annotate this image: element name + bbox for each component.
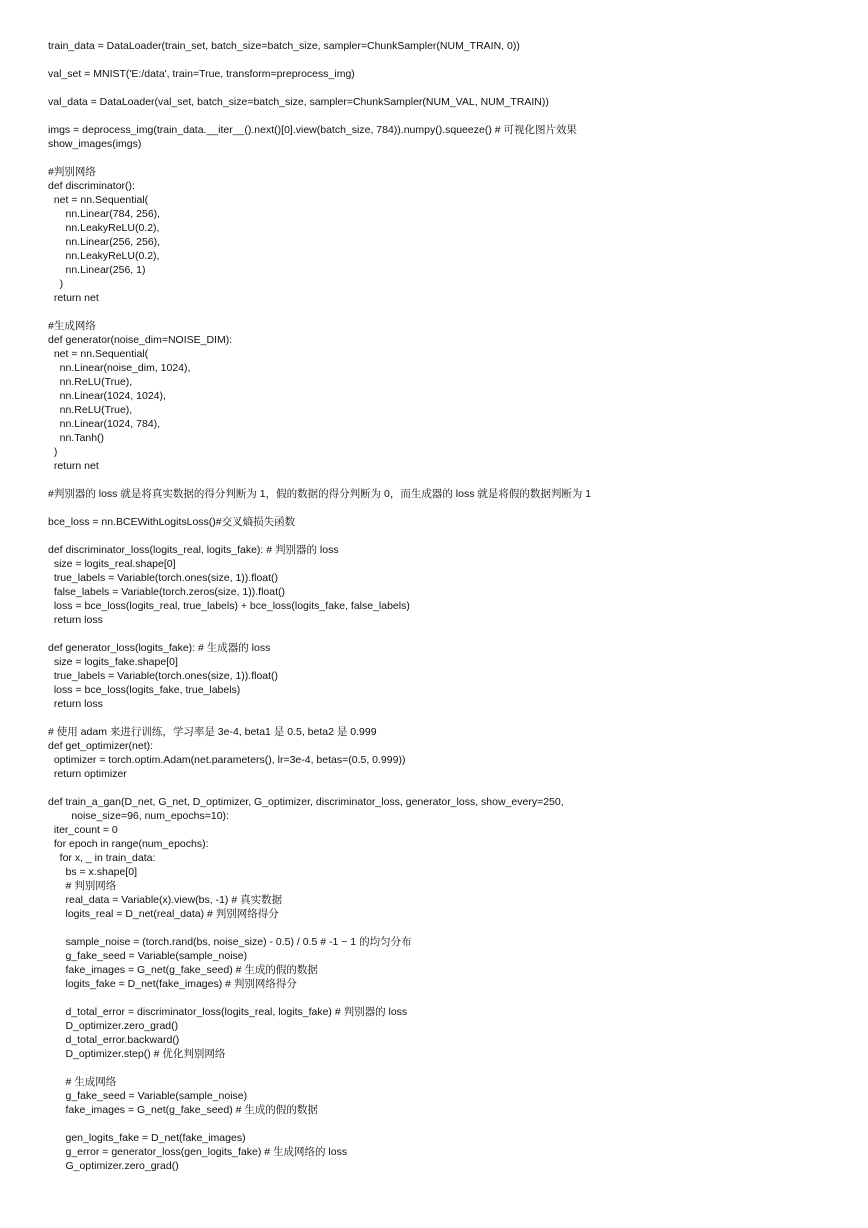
code-line: fake_images = G_net(g_fake_seed) # 生成的假的数据 <box>48 1104 318 1116</box>
code-line: logits_real = D_net(real_data) # 判别网络得分 <box>48 908 279 920</box>
code-line <box>48 1117 848 1131</box>
code-line: nn.Linear(noise_dim, 1024), <box>48 362 191 374</box>
code-line: for x, _ in train_data: <box>48 852 156 864</box>
code-line: g_error = generator_loss(gen_logits_fake) # 生成网络的 loss <box>48 1146 348 1158</box>
code-line: true_labels = Variable(torch.ones(size, 1)).float() <box>48 670 279 682</box>
code-line: real_data = Variable(x).view(bs, -1) # 真实数据 <box>48 894 283 906</box>
code-line: nn.ReLU(True), <box>48 404 133 416</box>
code-line: sample_noise = (torch.rand(bs, noise_size) - 0.5) / 0.5 # -1 ~ 1 的均匀分布 <box>48 936 412 948</box>
document-body <box>48 39 848 1173</box>
code-line: return loss <box>48 698 103 710</box>
code-line: return net <box>48 460 99 472</box>
code-line: loss = bce_loss(logits_fake, true_labels) <box>48 684 241 696</box>
code-line: nn.LeakyReLU(0.2), <box>48 250 160 262</box>
code-line: def discriminator(): <box>48 180 135 192</box>
code-line: logits_fake = D_net(fake_images) # 判别网络得分 <box>48 978 297 990</box>
code-line: ) <box>48 446 58 458</box>
code-line: return loss <box>48 614 103 626</box>
code-line: # 生成网络 <box>48 1076 117 1088</box>
code-line: gen_logits_fake = D_net(fake_images) <box>48 1132 246 1144</box>
code-line: size = logits_real.shape[0] <box>48 558 176 570</box>
code-line: nn.Linear(256, 256), <box>48 236 161 248</box>
code-line: D_optimizer.step() # 优化判别网络 <box>48 1048 226 1060</box>
code-line <box>48 81 848 95</box>
code-line: size = logits_fake.shape[0] <box>48 656 178 668</box>
code-line: net = nn.Sequential( <box>48 348 149 360</box>
code-line <box>48 627 848 641</box>
code-line <box>48 501 848 515</box>
code-line: d_total_error = discriminator_loss(logits_real, logits_fake) # 判别器的 loss <box>48 1006 408 1018</box>
code-line: nn.ReLU(True), <box>48 376 133 388</box>
code-line: bce_loss = nn.BCEWithLogitsLoss()#交叉熵损失函数 <box>48 516 296 528</box>
code-line: nn.Linear(256, 1) <box>48 264 146 276</box>
code-line: optimizer = torch.optim.Adam(net.parameters(), lr=3e-4, betas=(0.5, 0.999)) <box>48 754 406 766</box>
code-line <box>48 305 848 319</box>
code-line: # 判别网络 <box>48 880 117 892</box>
code-line: d_total_error.backward() <box>48 1034 180 1046</box>
code-line <box>48 781 848 795</box>
code-line: nn.Linear(1024, 784), <box>48 418 161 430</box>
code-line: net = nn.Sequential( <box>48 194 149 206</box>
code-line: iter_count = 0 <box>48 824 118 836</box>
code-line: #判别网络 <box>48 166 96 178</box>
code-line: return optimizer <box>48 768 127 780</box>
code-line <box>48 711 848 725</box>
code-line <box>48 109 848 123</box>
code-line: for epoch in range(num_epochs): <box>48 838 209 850</box>
code-line: nn.LeakyReLU(0.2), <box>48 222 160 234</box>
code-line <box>48 53 848 67</box>
code-line: nn.Linear(1024, 1024), <box>48 390 166 402</box>
code-line: D_optimizer.zero_grad() <box>48 1020 179 1032</box>
code-line <box>48 991 848 1005</box>
code-line: nn.Tanh() <box>48 432 105 444</box>
code-line: fake_images = G_net(g_fake_seed) # 生成的假的数据 <box>48 964 318 976</box>
code-line: nn.Linear(784, 256), <box>48 208 161 220</box>
code-line: show_images(imgs) <box>48 138 142 150</box>
code-line: def train_a_gan(D_net, G_net, D_optimizer, G_optimizer, discriminator_loss, generator_loss, show_every=250, <box>48 796 564 808</box>
code-line: # 使用 adam 来进行训练，学习率是 3e-4, beta1 是 0.5, beta2 是 0.999 <box>48 726 377 738</box>
code-line: return net <box>48 292 99 304</box>
code-line: noise_size=96, num_epochs=10): <box>48 810 229 822</box>
code-line: loss = bce_loss(logits_real, true_labels) + bce_loss(logits_fake, false_labels) <box>48 600 410 612</box>
code-line: g_fake_seed = Variable(sample_noise) <box>48 1090 248 1102</box>
code-line: imgs = deprocess_img(train_data.__iter__().next()[0].view(batch_size, 784)).numpy().squeeze() # 可视化图片效果 <box>48 124 577 136</box>
code-line: #判别器的 loss 就是将真实数据的得分判断为 1，假的数据的得分判断为 0，而生成器的 loss 就是将假的数据判断为 1 <box>48 488 592 500</box>
code-line: val_set = MNIST('E:/data', train=True, transform=preprocess_img) <box>48 68 355 80</box>
code-line: def generator(noise_dim=NOISE_DIM): <box>48 334 233 346</box>
code-line: def get_optimizer(net): <box>48 740 154 752</box>
code-line: val_data = DataLoader(val_set, batch_size=batch_size, sampler=ChunkSampler(NUM_VAL, NUM_TRAIN)) <box>48 96 549 108</box>
code-line: G_optimizer.zero_grad() <box>48 1160 179 1172</box>
code-line <box>48 529 848 543</box>
code-line: #生成网络 <box>48 320 96 332</box>
code-line <box>48 1061 848 1075</box>
code-line: ) <box>48 278 64 290</box>
code-line <box>48 473 848 487</box>
code-line: def generator_loss(logits_fake): # 生成器的 loss <box>48 642 271 654</box>
code-line <box>48 151 848 165</box>
code-line: true_labels = Variable(torch.ones(size, 1)).float() <box>48 572 279 584</box>
code-line: false_labels = Variable(torch.zeros(size, 1)).float() <box>48 586 286 598</box>
code-line <box>48 921 848 935</box>
code-line: def discriminator_loss(logits_real, logits_fake): # 判别器的 loss <box>48 544 339 556</box>
code-line: g_fake_seed = Variable(sample_noise) <box>48 950 248 962</box>
code-line: train_data = DataLoader(train_set, batch_size=batch_size, sampler=ChunkSampler(NUM_TRAIN, 0)) <box>48 40 520 52</box>
code-line: bs = x.shape[0] <box>48 866 138 878</box>
